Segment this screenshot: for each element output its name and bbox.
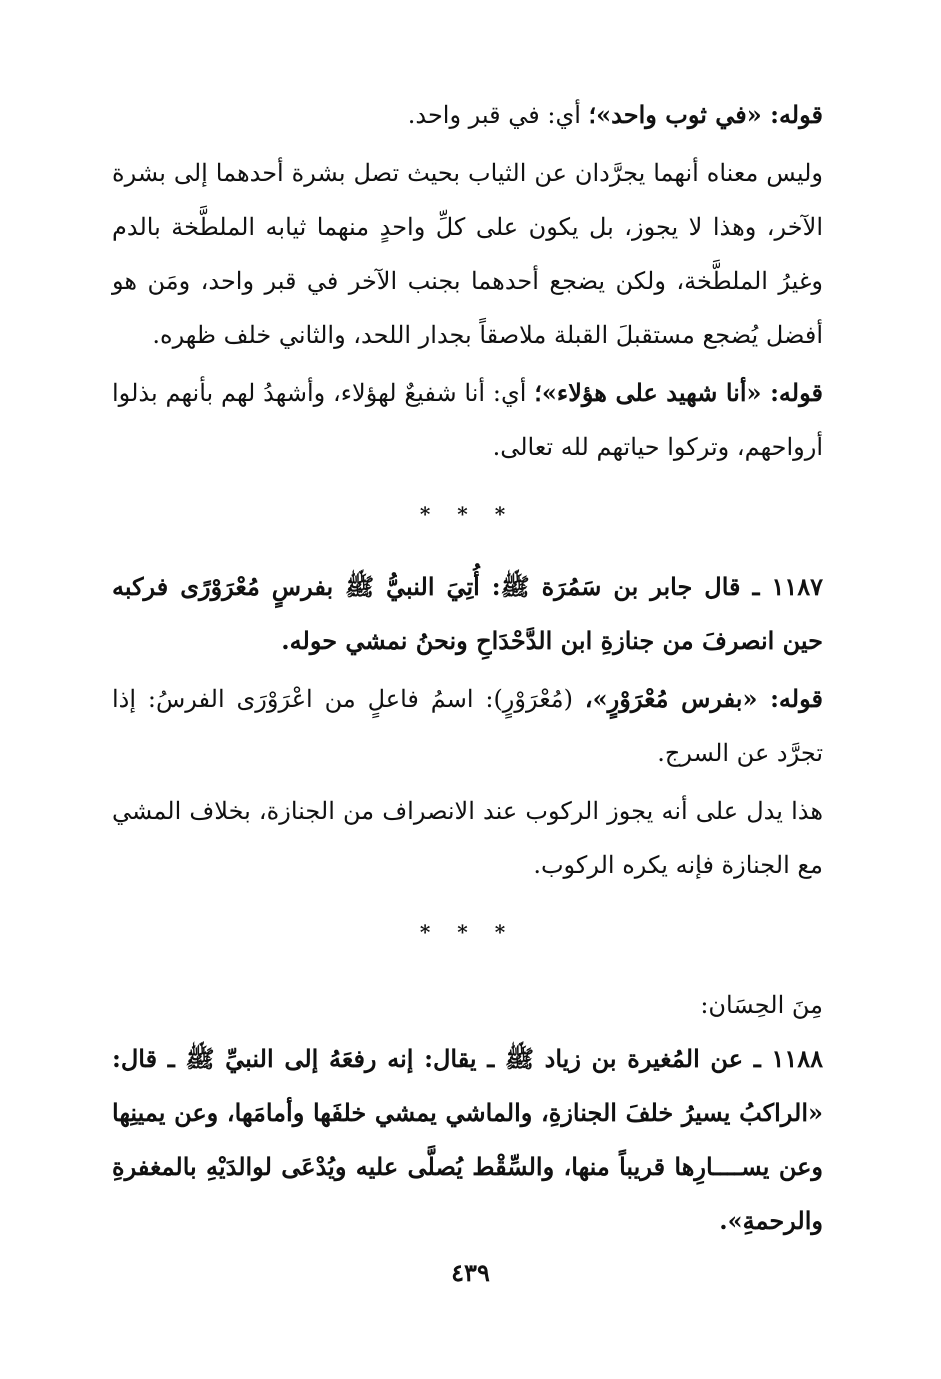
paragraph-1	[112, 88, 823, 142]
paragraph-2-text: وليس معناه أنهما يجرَّدان عن الثياب بحيث تصل بشرة أحدهما إلى بشرة الآخر، وهذا لا يجوز، بل يكون على كلِّ واحدٍ منهما ثيابه الملطَّخة بالدم وغيرُ الملطَّخة، ولكن يضجع أحدهما بجنب الآخر في قبر واحد، ومَن هو أفضل يُضجع مستقبلَ القبلة ملاصقاً بجدار اللحد، والثاني خلف ظهره.	[112, 159, 823, 349]
hadith-1187	[112, 560, 823, 668]
paragraph-6	[112, 784, 823, 892]
paragraph-2	[112, 146, 823, 362]
hadith-1187-text: ١١٨٧ ـ قال جابر بن سَمُرَة ﷺ: أُتِيَ النبيُّ ﷺ بفرسٍ مُعْرَوْرًى فركبه حين انصرفَ من جنازةِ ابن الدَّحْدَاحِ ونحنُ نمشي حوله.	[112, 572, 823, 655]
section-divider-2: * * *	[419, 920, 516, 944]
paragraph-5-text: (مُعْرَوْرٍ): اسمُ فاعلٍ من اعْرَوْرَى الفرسُ: إذا تجرَّد عن السرج.	[112, 685, 823, 767]
hadith-1188	[112, 1032, 823, 1248]
section-heading: مِنَ الحِسَان:	[700, 991, 823, 1019]
paragraph-1-text: أي: في قبر واحد.	[407, 101, 589, 129]
paragraph-3	[112, 366, 823, 474]
paragraph-5	[112, 672, 823, 780]
section-divider-1: * * *	[419, 502, 516, 526]
paragraph-3-lead: قوله: «أنا شهيد على هؤلاء»؛	[534, 378, 823, 407]
paragraph-3-text: أي: أنا شفيعٌ لهؤلاء، وأشهدُ لهم بأنهم بذلوا أرواحهم، وتركوا حياتهم لله تعالى.	[112, 379, 823, 461]
page-number: ٤٣٩	[451, 1258, 490, 1287]
paragraph-6-text: هذا يدل على أنه يجوز الركوب عند الانصراف من الجنازة، بخلاف المشي مع الجنازة فإنه يكره الركوب.	[112, 797, 823, 879]
hadith-1188-text: ١١٨٨ ـ عن المُغيرة بن زياد ﷺ ـ يقال: إنه رفعَهُ إلى النبيِّ ﷺ ـ قال: «الراكبُ يسيرُ خلفَ الجنازةِ، والماشي يمشي خلفَها وأمامَها، وعن يمينِها وعن يســــارِها قريباً منها، والسِّقْط يُصلَّى عليه ويُدْعَى لوالدَيْهِ بالمغفرةِ والرحمةِ».	[112, 1044, 823, 1235]
paragraph-1-lead: قوله: «في ثوب واحد»؛	[588, 100, 823, 129]
paragraph-5-lead: قوله: «بفرس مُعْرَوْرٍ»،	[584, 684, 823, 713]
